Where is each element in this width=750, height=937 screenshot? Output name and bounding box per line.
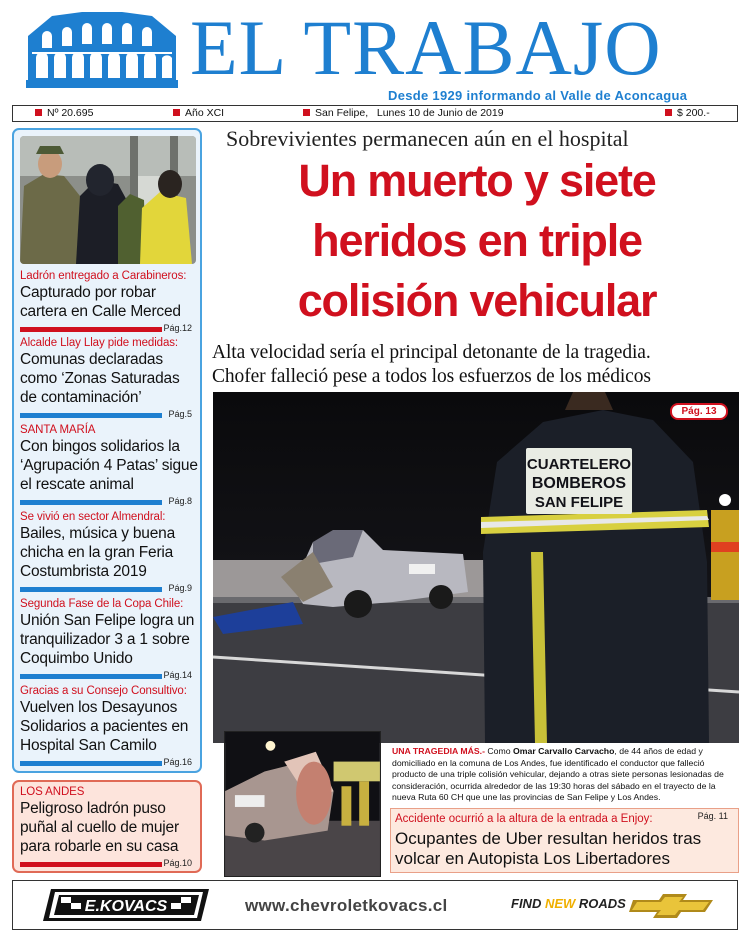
story-headline: Vuelven los Desayunos Solidarios a pacientes en Hospital San Camilo xyxy=(20,699,189,754)
ad-url[interactable]: www.chevroletkovacs.cl xyxy=(245,896,448,915)
photo-page-badge: Pág. 13 xyxy=(670,403,728,420)
story-headline: Con bingos solidarios la ‘Agrupación 4 Patas’ sigue el rescate animal xyxy=(20,438,198,493)
caption-text: Como xyxy=(484,746,513,756)
story-page: Pág.5 xyxy=(168,409,192,419)
red-square-icon xyxy=(665,109,672,116)
story-rule xyxy=(20,410,198,420)
issue-price: $ 200.- xyxy=(665,107,710,119)
story-kicker: Se vivió en sector Almendral: xyxy=(20,511,166,523)
secondary-story[interactable] xyxy=(390,808,739,873)
main-kicker: Sobrevivientes permanecen aún en el hospital xyxy=(226,126,629,151)
story-page: Pág.8 xyxy=(168,496,192,506)
building-logo-icon xyxy=(22,6,182,90)
caption-text: , de 44 años de edad y domiciliado en la comuna de Los Andes, fue identificado el conductor que falleció producto de una triple colisión vehicular, dejando a otras siete personas lesionadas de consideración, ocurrida alrededor de las 19:30 horas del sábado en el trayecto de la nueva Ruta 60 CH que une las provincias de San Felipe y Los Andes. xyxy=(392,746,724,802)
story-rule xyxy=(20,859,198,869)
jacket-text-line: CUARTELERO xyxy=(526,456,632,473)
deck-line: Chofer falleció pese a todos los esfuerzos de los médicos xyxy=(212,366,651,387)
tagline: Desde 1929 informando al Valle de Aconcagua xyxy=(388,88,688,103)
red-square-icon xyxy=(35,109,42,116)
story-kicker: Ladrón entregado a Carabineros: xyxy=(20,270,187,282)
ad-brand: E.KOVACS xyxy=(84,898,168,915)
story-headline: Comunas declaradas como ‘Zonas Saturadas de contaminación’ xyxy=(20,351,180,406)
main-deck xyxy=(212,341,742,389)
red-square-icon xyxy=(303,109,310,116)
story-headline: Bailes, música y buena chicha en la gran Feria Costumbrista 2019 xyxy=(20,525,175,580)
masthead xyxy=(0,0,750,104)
ad-slogan: FIND NEW ROADS xyxy=(511,896,626,911)
secondary-kicker: Accidente ocurrió a la altura de la entrada a Enjoy: xyxy=(395,813,653,825)
jacket-text-line: SAN FELIPE xyxy=(534,494,624,511)
issue-year: Año XCI xyxy=(173,107,224,119)
issue-info-bar xyxy=(12,105,738,122)
secondary-headline xyxy=(395,829,701,869)
crash-inset-photo[interactable] xyxy=(224,731,381,877)
sidebar xyxy=(12,128,202,773)
secondary-headline-line: volcar en Autopista Los Libertadores xyxy=(395,849,671,868)
caption-lead: UNA TRAGEDIA MÁS.- xyxy=(392,746,485,756)
headline-line: Un muerto y siete xyxy=(298,155,656,206)
story-kicker: LOS ANDES xyxy=(20,786,85,798)
advertisement-banner[interactable] xyxy=(12,880,738,930)
story-rule xyxy=(20,758,198,768)
headline-line: heridos en triple xyxy=(312,215,642,266)
story-kicker: Gracias a su Consejo Consultivo: xyxy=(20,685,187,697)
story-page: Pág.12 xyxy=(163,323,192,333)
sidebar-story-2[interactable] xyxy=(20,337,198,420)
story-page: Pág.14 xyxy=(163,670,192,680)
story-rule xyxy=(20,497,198,507)
chevrolet-bowtie-icon xyxy=(629,894,717,918)
issue-date: San Felipe, Lunes 10 de Junio de 2019 xyxy=(303,107,504,119)
headline-line: colisión vehicular xyxy=(297,275,657,326)
newspaper-title: EL TRABAJO xyxy=(190,4,662,91)
sidebar-story-los-andes[interactable] xyxy=(12,780,202,873)
photo-caption xyxy=(392,746,738,804)
sidebar-story-6[interactable] xyxy=(20,685,198,768)
caption-name: Omar Carvallo Carvacho xyxy=(513,746,615,756)
sidebar-story-5[interactable] xyxy=(20,598,198,681)
secondary-page: Pág. 11 xyxy=(697,811,728,821)
sidebar-story-3[interactable] xyxy=(20,424,198,507)
story-headline: Peligroso ladrón puso puñal al cuello de mujer para robarle en su casa xyxy=(20,800,179,855)
accident-photo[interactable] xyxy=(213,392,739,743)
story-page: Pág.9 xyxy=(168,583,192,593)
issue-number: Nº 20.695 xyxy=(35,107,93,119)
story-page: Pág.10 xyxy=(163,858,192,868)
kovacs-logo xyxy=(43,889,209,921)
deck-line: Alta velocidad sería el principal detonante de la tragedia. xyxy=(212,342,651,363)
red-square-icon xyxy=(173,109,180,116)
story-headline: Capturado por robar cartera en Calle Merced xyxy=(20,284,181,320)
story-kicker: Segunda Fase de la Copa Chile: xyxy=(20,598,184,610)
story-page: Pág.16 xyxy=(163,757,192,767)
main-headline[interactable] xyxy=(214,151,740,331)
jacket-text-line: BOMBEROS xyxy=(531,475,627,492)
sidebar-story-1[interactable] xyxy=(20,270,198,334)
sidebar-story-4[interactable] xyxy=(20,511,198,594)
story-headline: Unión San Felipe logra un tranquilizador 3 a 1 sobre Coquimbo Unido xyxy=(20,612,195,667)
secondary-headline-line: Ocupantes de Uber resultan heridos tras xyxy=(395,829,702,848)
los-andes-story xyxy=(20,786,198,869)
story-rule xyxy=(20,671,198,681)
story-kicker: SANTA MARÍA xyxy=(20,424,96,436)
story-rule xyxy=(20,324,198,334)
story-kicker: Alcalde Llay Llay pide medidas: xyxy=(20,337,178,349)
carabineros-photo xyxy=(20,136,196,264)
story-rule xyxy=(20,584,198,594)
